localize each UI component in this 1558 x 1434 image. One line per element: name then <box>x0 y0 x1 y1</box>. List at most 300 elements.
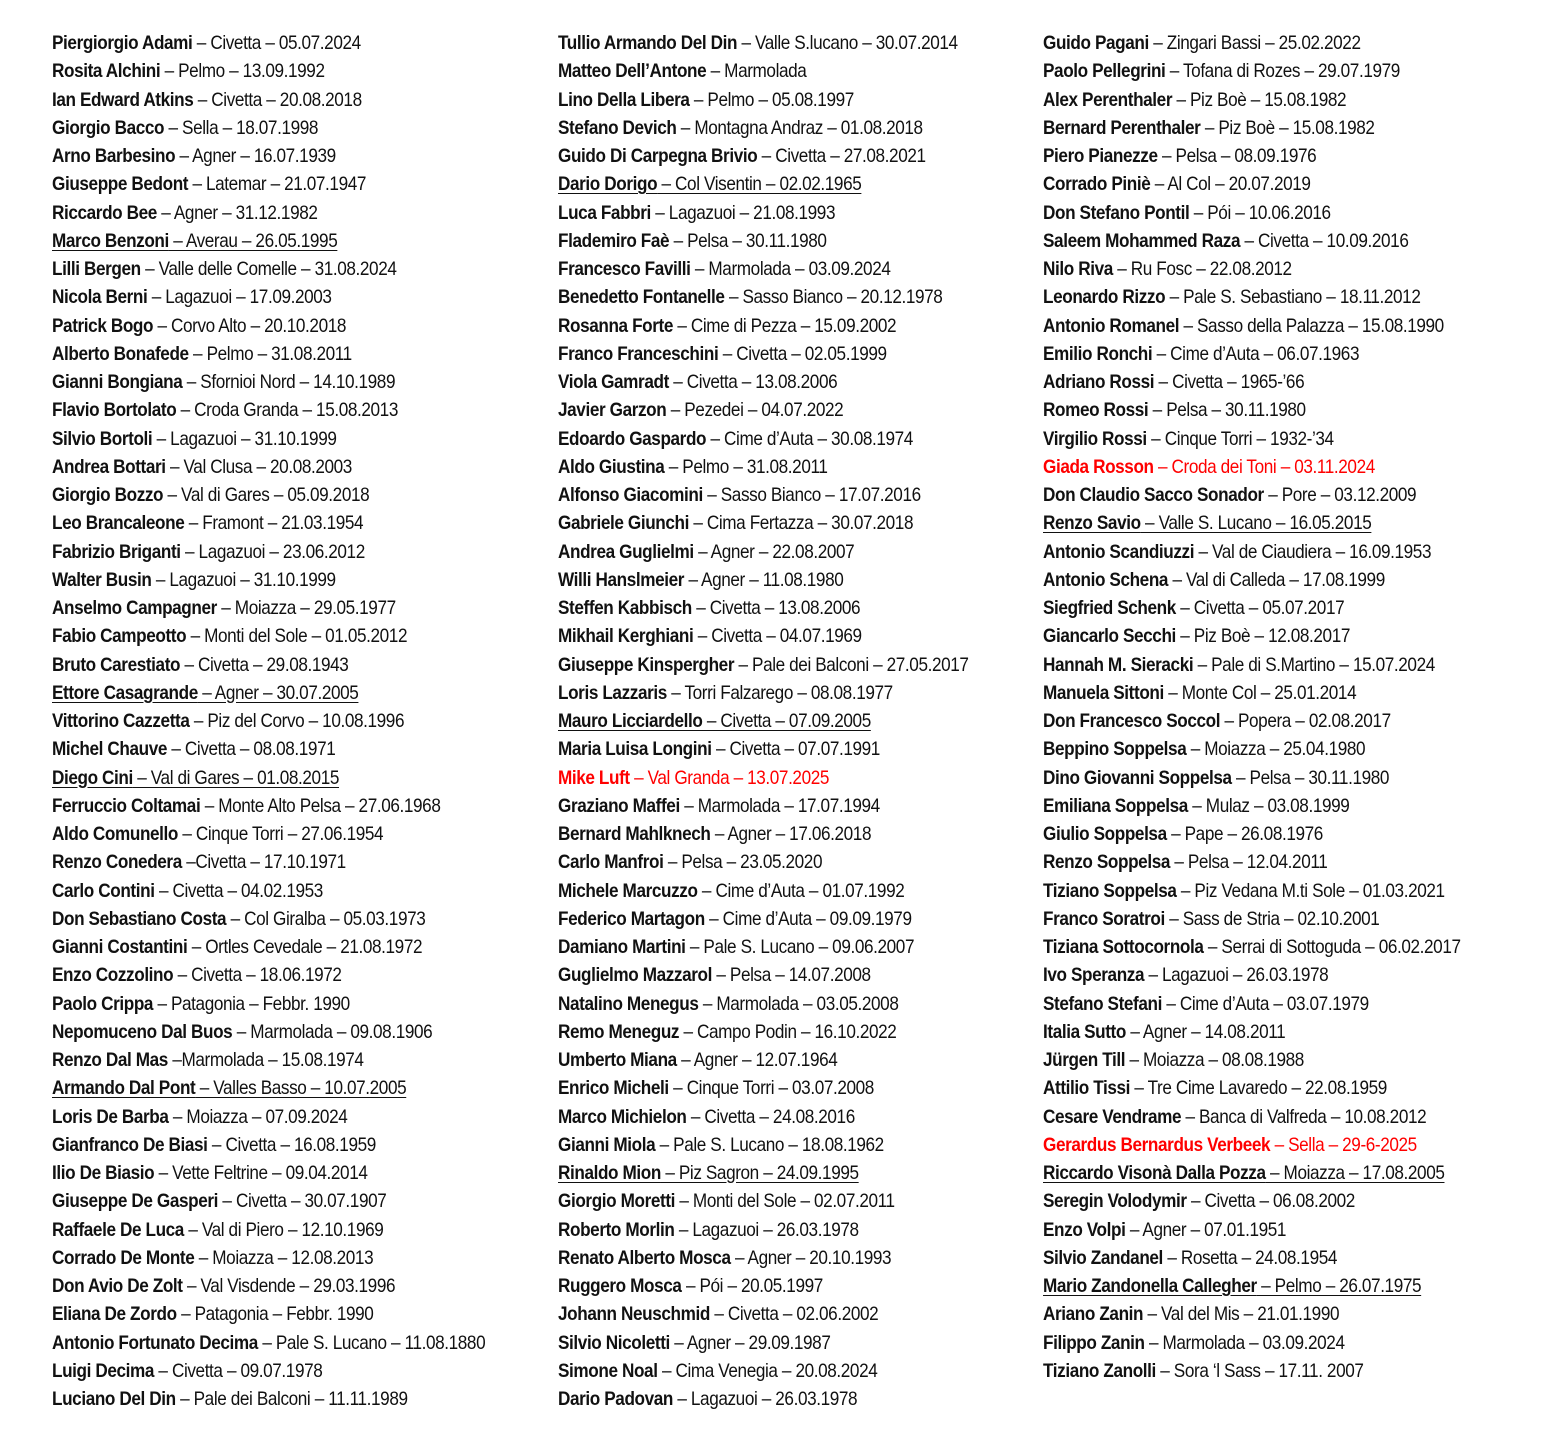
place-and-date: – Monti del Sole – 02.07.2011 <box>675 1190 895 1213</box>
place-and-date: – Val di Calleda – 17.08.1999 <box>1168 568 1385 591</box>
climber-name: Franco Franceschini <box>558 342 719 365</box>
place-and-date: – Lagazuoi – 23.06.2012 <box>180 540 365 563</box>
list-item <box>1043 538 1487 566</box>
list-item <box>1043 1357 1487 1385</box>
place-and-date: – Agner – 14.08.2011 <box>1125 1020 1286 1043</box>
list-item <box>52 566 488 594</box>
list-item <box>1043 114 1487 142</box>
list-item <box>52 86 488 114</box>
place-and-date: – Serrai di Sottoguda – 06.02.2017 <box>1203 936 1461 958</box>
place-and-date: – Moiazza – 25.04.1980 <box>1186 738 1366 761</box>
climber-name: Mario Zandonella Callegher <box>1043 1275 1257 1297</box>
climber-name: Renzo Dal Mas <box>52 1049 168 1071</box>
place-and-date: – Agner – 29.09.1987 <box>669 1331 831 1354</box>
list-item <box>1043 86 1487 114</box>
list-item <box>1043 679 1487 707</box>
list-item <box>1043 1131 1487 1159</box>
place-and-date: – Civetta – 10.09.2016 <box>1240 229 1409 252</box>
climber-name: Diego Cini <box>52 766 133 789</box>
list-item <box>558 1018 980 1046</box>
list-item <box>1043 735 1487 763</box>
place-and-date: – Averau – 26.05.1995 <box>168 229 338 252</box>
climber-name: Paolo Pellegrini <box>1043 60 1166 83</box>
list-item <box>558 170 980 198</box>
place-and-date: – Agner – 12.07.1964 <box>676 1049 838 1071</box>
list-item <box>558 1216 980 1244</box>
climber-name: Carlo Contini <box>52 879 155 902</box>
list-item <box>1043 651 1487 679</box>
climber-name: Guglielmo Mazzarol <box>558 964 713 987</box>
place-and-date: – Col Giralba – 05.03.1973 <box>226 907 426 930</box>
climber-name: Silvio Bortoli <box>52 427 153 450</box>
climber-name: Carlo Manfroi <box>558 851 664 874</box>
place-and-date: – Pelmo – 26.07.1975 <box>1256 1275 1422 1297</box>
climber-name: Ariano Zanin <box>1043 1303 1144 1326</box>
climber-name: Paolo Crippa <box>52 992 154 1015</box>
place-and-date: – Pale dei Balconi – 11.11.1989 <box>175 1388 408 1410</box>
climber-name: Enzo Cozzolino <box>52 964 174 987</box>
climber-name: Fabio Campeotto <box>52 625 187 648</box>
list-item <box>1043 1187 1487 1215</box>
place-and-date: – Tofana di Rozes – 29.07.1979 <box>1165 60 1400 83</box>
list-item <box>52 933 488 961</box>
list-item <box>52 905 488 933</box>
place-and-date: – Croda dei Toni – 03.11.2024 <box>1153 455 1375 478</box>
climber-name: Ivo Speranza <box>1043 964 1145 987</box>
place-and-date: – Lagazuoi – 26.03.1978 <box>674 1218 859 1241</box>
list-item <box>52 1074 488 1102</box>
list-item <box>52 199 488 227</box>
climber-name: Loris De Barba <box>52 1105 169 1128</box>
climber-name: Giada Rosson <box>1043 455 1154 478</box>
climber-name: Dario Dorigo <box>558 173 658 196</box>
place-and-date: – Piz Boè – 12.08.2017 <box>1175 625 1350 648</box>
climber-name: Saleem Mohammed Raza <box>1043 229 1241 252</box>
place-and-date: – Piz Sagron – 24.09.1995 <box>660 1162 859 1184</box>
place-and-date: – Marmolada – 03.09.2024 <box>1144 1331 1345 1354</box>
climber-name: Giorgio Moretti <box>558 1190 676 1213</box>
place-and-date: – Pói – 10.06.2016 <box>1189 201 1331 224</box>
column-2 <box>558 29 1038 1413</box>
place-and-date: – Monti del Sole – 01.05.2012 <box>186 625 408 648</box>
climber-name: Remo Meneguz <box>558 1020 680 1043</box>
place-and-date: – Cime d’Auta – 03.07.1979 <box>1161 992 1369 1015</box>
list-item <box>52 1159 488 1187</box>
list-item <box>1043 57 1487 85</box>
list-item <box>558 707 980 735</box>
climber-name: Luciano Del Din <box>52 1388 176 1410</box>
climber-name: Corrado De Monte <box>52 1246 195 1269</box>
list-item <box>1043 848 1487 876</box>
place-and-date: – Sfornioi Nord – 14.10.1989 <box>182 371 396 393</box>
place-and-date: – Marmolada – 17.07.1994 <box>679 794 880 817</box>
list-item <box>558 199 980 227</box>
list-item <box>52 735 488 763</box>
place-and-date: – Rosetta – 24.08.1954 <box>1162 1246 1338 1269</box>
place-and-date: – Cinque Torri – 1932-’34 <box>1146 427 1334 450</box>
place-and-date: – Lagazuoi – 31.10.1999 <box>151 568 336 591</box>
place-and-date: – Pelsa – 14.07.2008 <box>712 964 871 987</box>
place-and-date: – Civetta – 04.02.1953 <box>154 879 323 902</box>
place-and-date: – Val di Gares – 01.08.2015 <box>132 766 340 789</box>
place-and-date: – Vette Feltrine – 09.04.2014 <box>154 1162 368 1184</box>
place-and-date: – Sella – 18.07.1998 <box>164 116 319 139</box>
list-item <box>558 1103 980 1131</box>
list-item <box>52 651 488 679</box>
place-and-date: – Lagazuoi – 21.08.1993 <box>650 201 836 224</box>
climber-name: Flademiro Faè <box>558 229 670 252</box>
climber-name: Renzo Conedera <box>52 851 182 874</box>
place-and-date: – Civetta – 07.07.1991 <box>711 738 880 761</box>
list-item <box>558 1074 980 1102</box>
place-and-date: – Pelmo – 31.08.2011 <box>664 455 828 478</box>
list-item <box>558 1272 980 1300</box>
list-item <box>52 481 488 509</box>
place-and-date: – Cime di Pezza – 15.09.2002 <box>672 314 897 337</box>
climber-name: Don Stefano Pontil <box>1043 201 1190 224</box>
climber-name: Marco Michielon <box>558 1105 687 1128</box>
place-and-date: – Pelsa – 23.05.2020 <box>663 851 823 874</box>
climber-name: Nicola Berni <box>52 286 148 309</box>
list-item <box>52 1131 488 1159</box>
list-item <box>52 1244 488 1272</box>
place-and-date: – Marmolada <box>706 60 807 83</box>
place-and-date: – Moiazza – 07.09.2024 <box>168 1105 348 1128</box>
place-and-date: – Civetta – 29.08.1943 <box>180 653 349 676</box>
list-item <box>558 114 980 142</box>
place-and-date: – Civetta – 16.08.1959 <box>207 1133 376 1156</box>
place-and-date: – Sasso Bianco – 20.12.1978 <box>724 286 943 309</box>
place-and-date: – Sora ‘l Sass – 17.11. 2007 <box>1155 1359 1364 1382</box>
place-and-date: – Col Visentin – 02.02.1965 <box>657 173 862 196</box>
climber-name: Aldo Giustina <box>558 455 665 478</box>
list-item <box>558 1046 980 1074</box>
list-item <box>52 1046 488 1074</box>
climber-name: Ferruccio Coltamai <box>52 794 201 817</box>
list-item <box>52 396 488 424</box>
place-and-date: – Pale S. Sebastiano – 18.11.2012 <box>1165 286 1421 309</box>
list-item <box>1043 1018 1487 1046</box>
climber-name: Seregin Volodymir <box>1043 1190 1187 1213</box>
place-and-date: – Pelmo – 05.08.1997 <box>689 88 854 111</box>
climber-name: Maria Luisa Longini <box>558 738 712 761</box>
place-and-date: – Val de Ciaudiera – 16.09.1953 <box>1194 540 1432 563</box>
place-and-date: – Agner – 30.07.2005 <box>197 681 359 704</box>
climber-name: Ruggero Mosca <box>558 1275 682 1297</box>
place-and-date: – Zingari Bassi – 25.02.2022 <box>1148 32 1361 54</box>
list-item <box>52 820 488 848</box>
climber-name: Luca Fabbri <box>558 201 651 224</box>
climber-name: Piergiorgio Adami <box>52 32 193 54</box>
list-item <box>1043 764 1487 792</box>
list-item <box>1043 820 1487 848</box>
place-and-date: – Agner – 16.07.1939 <box>175 145 336 167</box>
place-and-date: –Marmolada – 15.08.1974 <box>167 1049 364 1071</box>
place-and-date: – Cinque Torri – 27.06.1954 <box>178 823 384 845</box>
list-item <box>558 1159 980 1187</box>
place-and-date: – Latemar – 21.07.1947 <box>188 173 367 196</box>
list-item <box>558 86 980 114</box>
place-and-date: – Civetta – 27.08.2021 <box>757 145 926 167</box>
place-and-date: – Mulaz – 03.08.1999 <box>1187 794 1350 817</box>
climber-name: Mikhail Kerghiani <box>558 625 694 648</box>
climber-name: Don Sebastiano Costa <box>52 907 227 930</box>
climber-name: Aldo Comunello <box>52 823 179 845</box>
list-item <box>1043 1244 1487 1272</box>
climber-name: Gerardus Bernardus Verbeek <box>1043 1133 1271 1156</box>
place-and-date: – Pape – 26.08.1976 <box>1166 823 1323 845</box>
climber-name: Tiziana Sottocornola <box>1043 936 1204 958</box>
place-and-date: – Val di Gares – 05.09.2018 <box>163 484 370 506</box>
list-item <box>558 142 980 170</box>
climber-name: Alfonso Giacomini <box>558 484 703 506</box>
place-and-date: – Marmolada – 03.09.2024 <box>690 258 891 280</box>
place-and-date: – Pale S. Lucano – 09.06.2007 <box>685 936 915 958</box>
list-item <box>1043 396 1487 424</box>
climber-name: Giuseppe De Gasperi <box>52 1190 219 1213</box>
climber-name: Steffen Kabbisch <box>558 597 692 619</box>
list-item <box>558 1187 980 1215</box>
climber-name: Arno Barbesino <box>52 145 176 167</box>
place-and-date: – Civetta – 07.09.2005 <box>702 710 871 732</box>
place-and-date: – Sasso Bianco – 17.07.2016 <box>702 484 921 506</box>
list-item <box>558 509 980 537</box>
list-item <box>52 848 488 876</box>
climber-name: Mike Luft <box>558 766 630 789</box>
climber-name: Ilio De Biasio <box>52 1162 155 1184</box>
list-item <box>52 283 488 311</box>
place-and-date: – Agner – 07.01.1951 <box>1125 1218 1287 1241</box>
climber-name: Renzo Savio <box>1043 512 1141 535</box>
list-item <box>52 255 488 283</box>
place-and-date: – Cime d’Auta – 06.07.1963 <box>1152 342 1360 365</box>
place-and-date: – Pale S. Lucano – 11.08.1880 <box>257 1331 486 1354</box>
climber-name: Javier Garzon <box>558 399 667 422</box>
climber-name: Corrado Piniè <box>1043 173 1151 196</box>
place-and-date: – Moiazza – 12.08.2013 <box>194 1246 374 1269</box>
place-and-date: – Agner – 20.10.1993 <box>730 1246 892 1269</box>
climber-name: Damiano Martini <box>558 936 686 958</box>
list-item <box>1043 1329 1487 1357</box>
climber-name: Guido Pagani <box>1043 32 1149 54</box>
list-item <box>1043 227 1487 255</box>
place-and-date: – Al Col – 20.07.2019 <box>1150 173 1311 196</box>
place-and-date: – Civetta – 18.06.1972 <box>173 964 342 987</box>
climber-name: Federico Martagon <box>558 907 705 930</box>
list-item <box>1043 990 1487 1018</box>
climber-name: Francesco Favilli <box>558 258 691 280</box>
list-item <box>558 933 980 961</box>
list-item <box>1043 905 1487 933</box>
climber-name: Roberto Morlin <box>558 1218 675 1241</box>
climber-name: Antonio Fortunato Decima <box>52 1331 258 1354</box>
list-item <box>52 425 488 453</box>
climber-name: Riccardo Visonà Dalla Pozza <box>1043 1162 1266 1184</box>
climber-name: Manuela Sittoni <box>1043 681 1164 704</box>
list-item <box>52 57 488 85</box>
place-and-date: – Lagazuoi – 31.10.1999 <box>152 427 337 450</box>
place-and-date: – Corvo Alto – 20.10.2018 <box>153 314 347 337</box>
column-1 <box>52 29 547 1413</box>
place-and-date: – Civetta – 02.05.1999 <box>718 342 887 365</box>
list-item <box>52 1300 488 1328</box>
climber-name: Renzo Soppelsa <box>1043 851 1170 874</box>
climber-name: Giuseppe Kinspergher <box>558 653 735 676</box>
list-item <box>558 566 980 594</box>
place-and-date: – Civetta – 13.08.2006 <box>691 597 861 619</box>
climber-name: Michel Chauve <box>52 738 168 761</box>
climber-name: Silvio Zandanel <box>1043 1246 1163 1269</box>
list-item <box>558 905 980 933</box>
list-item <box>52 707 488 735</box>
list-item <box>558 283 980 311</box>
list-item <box>52 1357 488 1385</box>
climber-name: Virgilio Rossi <box>1043 427 1147 450</box>
climber-name: Rosita Alchini <box>52 60 161 83</box>
list-item <box>52 453 488 481</box>
climber-name: Bruto Carestiato <box>52 653 181 676</box>
list-item <box>558 453 980 481</box>
climber-name: Italia Sutto <box>1043 1020 1126 1043</box>
list-item <box>558 820 980 848</box>
list-item <box>52 312 488 340</box>
place-and-date: – Marmolada – 09.08.1906 <box>232 1020 433 1043</box>
list-item <box>558 227 980 255</box>
place-and-date: – Sella – 29-6-2025 <box>1270 1133 1417 1156</box>
place-and-date: – Lagazuoi – 26.03.1978 <box>673 1388 858 1410</box>
climber-name: Jürgen Till <box>1043 1049 1126 1071</box>
climber-name: Antonio Romanel <box>1043 314 1180 337</box>
climber-name: Graziano Maffei <box>558 794 680 817</box>
list-item <box>558 29 980 57</box>
climber-name: Giancarlo Secchi <box>1043 625 1176 648</box>
place-and-date: – Civetta – 30.07.1907 <box>218 1190 387 1213</box>
climber-name: Bernard Mahlknech <box>558 823 711 845</box>
place-and-date: – Pelsa – 08.09.1976 <box>1157 145 1317 167</box>
place-and-date: – Croda Granda – 15.08.2013 <box>176 399 398 422</box>
climber-name: Tullio Armando Del Din <box>558 32 738 54</box>
list-item <box>558 622 980 650</box>
place-and-date: – Piz Boè – 15.08.1982 <box>1172 88 1347 111</box>
place-and-date: – Popera – 02.08.2017 <box>1220 710 1391 732</box>
place-and-date: – Civetta – 02.06.2002 <box>709 1303 879 1326</box>
place-and-date: – Pore – 03.12.2009 <box>1263 484 1417 506</box>
list-item <box>1043 1300 1487 1328</box>
place-and-date: – Val Granda – 13.07.2025 <box>629 766 830 789</box>
place-and-date: – Pezedei – 04.07.2022 <box>666 399 844 422</box>
list-item <box>558 990 980 1018</box>
list-item <box>52 1216 488 1244</box>
climber-name: Filippo Zanin <box>1043 1331 1145 1354</box>
climber-name: Giuseppe Bedont <box>52 173 189 196</box>
list-item <box>558 877 980 905</box>
list-item <box>1043 1216 1487 1244</box>
place-and-date: – Moiazza – 08.08.1988 <box>1125 1049 1304 1071</box>
place-and-date: – Piz del Corvo – 10.08.1996 <box>189 710 405 732</box>
climber-name: Raffaele De Luca <box>52 1218 184 1241</box>
climber-name: Umberto Miana <box>558 1049 677 1071</box>
list-item <box>52 594 488 622</box>
place-and-date: – Pelsa – 30.11.1980 <box>1231 766 1390 789</box>
climber-name: Rinaldo Mion <box>558 1162 661 1184</box>
list-item <box>1043 142 1487 170</box>
list-item <box>52 622 488 650</box>
list-item <box>52 990 488 1018</box>
list-item <box>558 1244 980 1272</box>
place-and-date: – Marmolada – 03.05.2008 <box>698 992 899 1015</box>
list-item <box>558 255 980 283</box>
place-and-date: – Monte Col – 25.01.2014 <box>1163 681 1357 704</box>
list-item <box>1043 961 1487 989</box>
place-and-date: – Moiazza – 17.08.2005 <box>1265 1162 1445 1184</box>
place-and-date: – Valle delle Comelle – 31.08.2024 <box>140 258 397 280</box>
place-and-date: – Banca di Valfreda – 10.08.2012 <box>1181 1105 1427 1128</box>
list-item <box>1043 1159 1487 1187</box>
list-item <box>1043 312 1487 340</box>
climber-name: Gianni Miola <box>558 1133 656 1156</box>
place-and-date: – Monte Alto Pelsa – 27.06.1968 <box>200 794 441 817</box>
list-item <box>1043 1272 1487 1300</box>
climber-name: Silvio Nicoletti <box>558 1331 670 1354</box>
list-item <box>52 170 488 198</box>
list-item <box>1043 368 1487 396</box>
place-and-date: – Val di Piero – 12.10.1969 <box>183 1218 384 1241</box>
place-and-date: – Torri Falzarego – 08.08.1977 <box>666 681 893 704</box>
climber-name: Gianni Bongiana <box>52 371 183 393</box>
place-and-date: – Patagonia – Febbr. 1990 <box>153 992 350 1015</box>
place-and-date: – Pelsa – 30.11.1980 <box>1148 399 1306 422</box>
list-item <box>1043 340 1487 368</box>
list-item <box>1043 29 1487 57</box>
list-item <box>1043 566 1487 594</box>
climber-name: Benedetto Fontanelle <box>558 286 725 309</box>
climber-name: Don Claudio Sacco Sonador <box>1043 484 1264 506</box>
place-and-date: – Agner – 22.08.2007 <box>693 540 855 563</box>
climber-name: Franco Soratroi <box>1043 907 1165 930</box>
list-item <box>558 57 980 85</box>
climber-name: Alberto Bonafede <box>52 342 189 365</box>
climber-name: Riccardo Bee <box>52 201 157 224</box>
climber-name: Alex Perenthaler <box>1043 88 1173 111</box>
list-item <box>52 1385 488 1413</box>
climber-name: Nilo Riva <box>1043 258 1113 280</box>
climber-name: Piero Pianezze <box>1043 145 1158 167</box>
place-and-date: – Civetta – 20.08.2018 <box>193 88 362 111</box>
list-item <box>52 877 488 905</box>
climber-name: Renato Alberto Mosca <box>558 1246 731 1269</box>
climber-name: Attilio Tissi <box>1043 1077 1131 1100</box>
list-item <box>558 651 980 679</box>
climber-name: Beppino Soppelsa <box>1043 738 1187 761</box>
climber-name: Dario Padovan <box>558 1388 674 1410</box>
list-item <box>52 509 488 537</box>
place-and-date: – Valle S.lucano – 30.07.2014 <box>737 32 958 54</box>
climber-name: Flavio Bortolato <box>52 399 177 422</box>
climber-name: Michele Marcuzzo <box>558 879 698 902</box>
climber-name: Natalino Menegus <box>558 992 699 1015</box>
climber-name: Adriano Rossi <box>1043 371 1155 393</box>
place-and-date: – Pói – 20.05.1997 <box>681 1275 823 1297</box>
climber-name: Luigi Decima <box>52 1359 155 1382</box>
climber-name: Ettore Casagrande <box>52 681 198 704</box>
list-item <box>1043 509 1487 537</box>
list-item <box>558 764 980 792</box>
place-and-date: – Lagazuoi – 17.09.2003 <box>147 286 332 309</box>
climber-name: Vittorino Cazzetta <box>52 710 190 732</box>
place-and-date: – Valle S. Lucano – 16.05.2015 <box>1140 512 1372 535</box>
climber-name: Stefano Stefani <box>1043 992 1162 1015</box>
list-item <box>52 538 488 566</box>
